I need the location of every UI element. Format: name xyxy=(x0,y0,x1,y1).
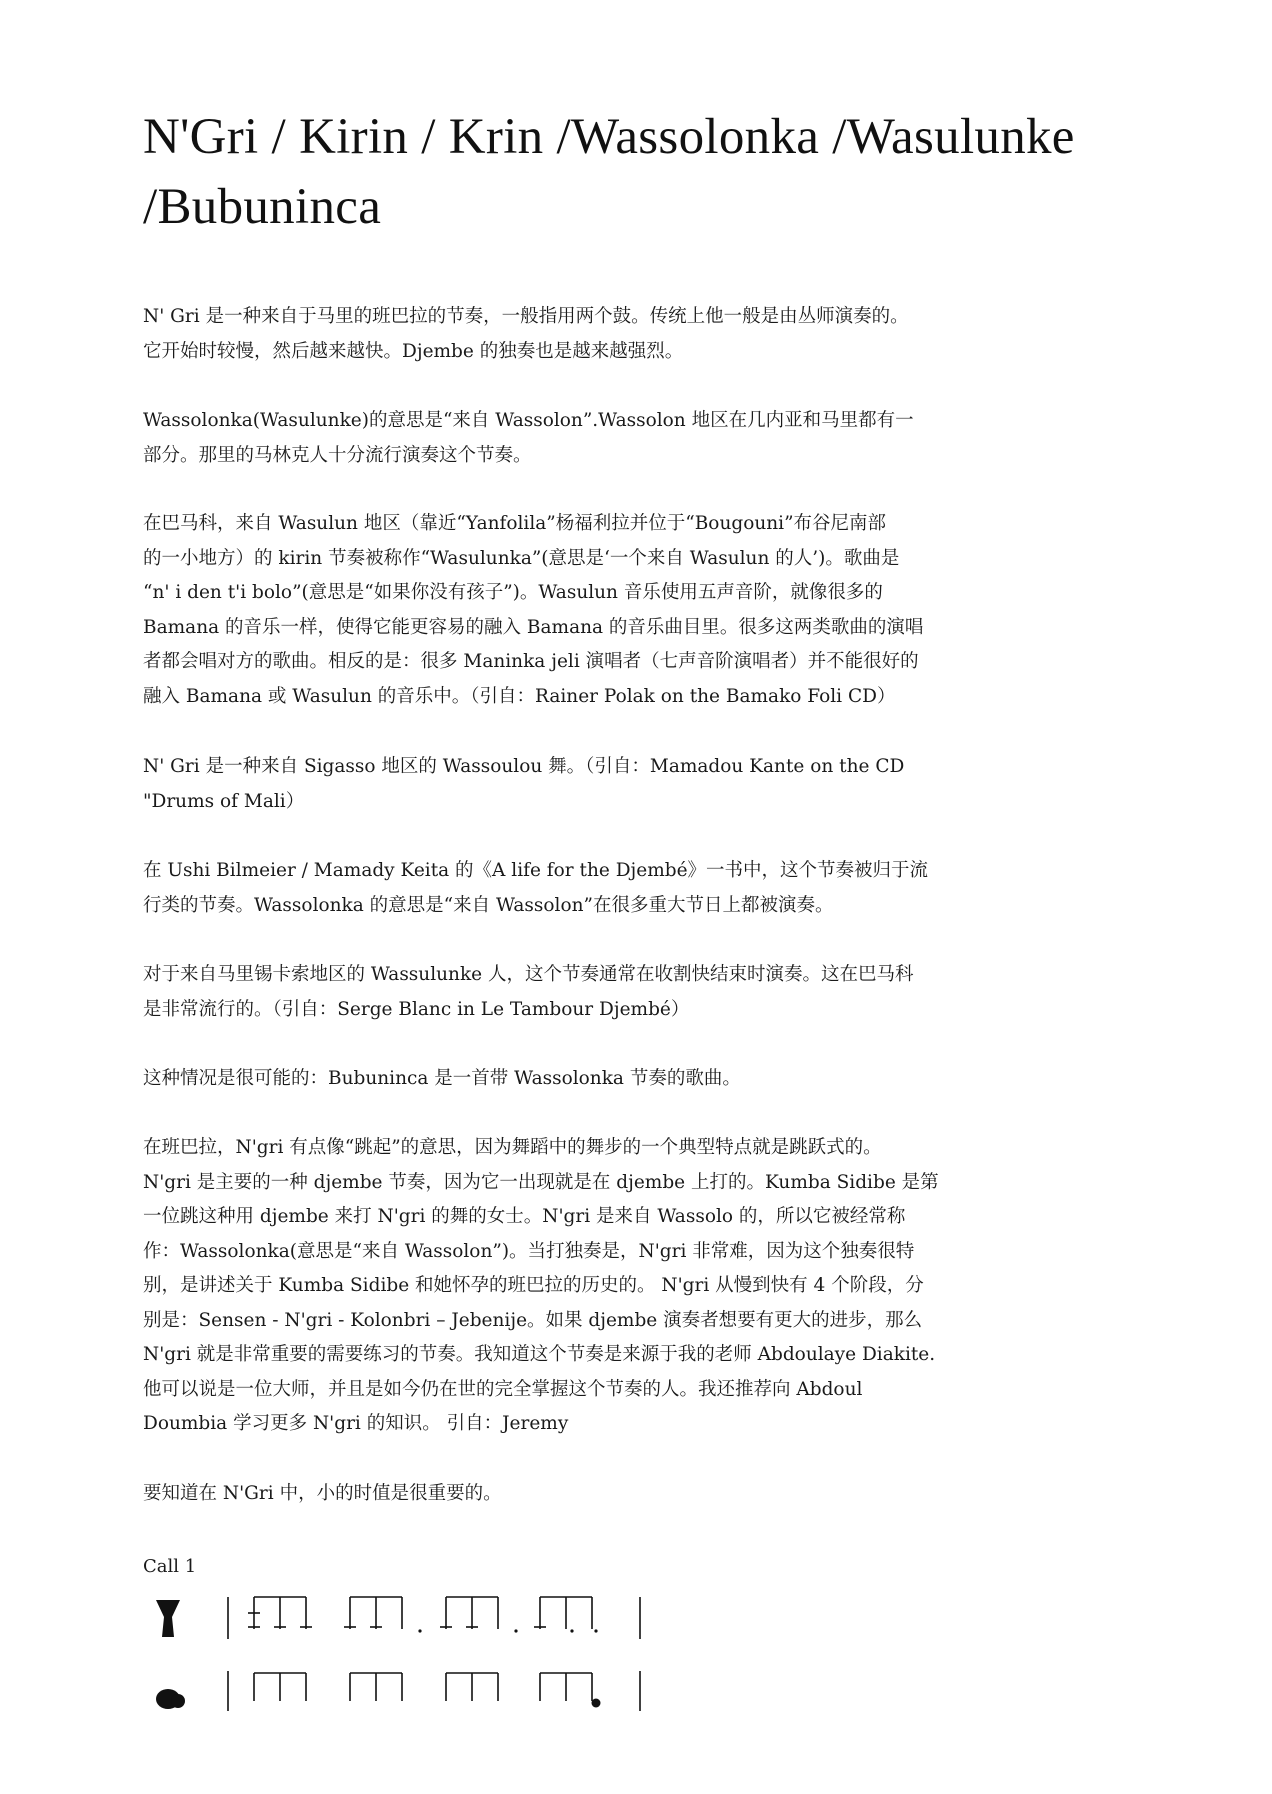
paragraph-3 xyxy=(143,507,1143,714)
text-line: N' Gri 是一种来自 Sigasso 地区的 Wassoulou 舞。（引自：Mamadou Kante on the CD xyxy=(143,756,905,777)
beat-group xyxy=(350,1673,402,1701)
text-line: Wassolonka(Wasulunke)的意思是“来自 Wassolon”.Wassolon 地区在几内亚和马里都有一 xyxy=(143,410,914,431)
paragraph-7 xyxy=(143,1062,1143,1097)
text-line: 的一小地方）的 kirin 节奏被称作“Wasulunka”(意思是‘一个来自 Wasulun 的人’)。歌曲是 xyxy=(143,547,900,569)
paragraph-5 xyxy=(143,854,1143,923)
text-line: 他可以说是一位大师，并且是如今仍在世的完全掌握这个节奏的人。我还推荐向 Abdoul xyxy=(143,1378,863,1400)
text-line: 在班巴拉，N'gri 有点像“跳起”的意思，因为舞蹈中的舞步的一个典型特点就是跳跃式的。 xyxy=(143,1137,882,1158)
beat-group xyxy=(446,1673,498,1701)
paragraph-2 xyxy=(143,404,1143,473)
paragraph-6 xyxy=(143,958,1143,1027)
text-line: 是非常流行的。（引自：Serge Blanc in Le Tambour Djembé） xyxy=(143,998,690,1020)
djembe-row xyxy=(228,1597,640,1639)
paragraph-4 xyxy=(143,750,1143,819)
beat-group xyxy=(248,1597,312,1629)
beat-group xyxy=(254,1673,306,1701)
beat-group xyxy=(534,1597,592,1629)
text-line: Doumbia 学习更多 N'gri 的知识。 引自：Jeremy xyxy=(143,1413,569,1434)
paragraph-9 xyxy=(143,1477,1143,1512)
text-line: 作：Wassolonka(意思是“来自 Wassolon”)。当打独奏是，N'gri 非常难，因为这个独奏很特 xyxy=(143,1240,915,1262)
beat-group xyxy=(440,1597,498,1629)
note-dot xyxy=(592,1699,601,1708)
text-line: 部分。那里的马林克人十分流行演奏这个节奏。 xyxy=(143,444,532,466)
text-line: 在 Ushi Bilmeier / Mamady Keita 的《A life for the Djembé》一书中，这个节奏被归于流 xyxy=(143,860,929,881)
text-line: 它开始时较慢，然后越来越快。Djembe 的独奏也是越来越强烈。 xyxy=(143,340,684,362)
text-line: 要知道在 N'Gri 中，小的时值是很重要的。 xyxy=(143,1483,502,1504)
dundun-row xyxy=(228,1671,640,1711)
text-line: 别，是讲述关于 Kumba Sidibe 和她怀孕的班巴拉的历史的。 N'gri 从慢到快有 4 个阶段，分 xyxy=(143,1275,924,1296)
rhythm-notation-svg xyxy=(150,1585,670,1725)
text-line: 者都会唱对方的歌曲。相反的是：很多 Maninka jeli 演唱者（七声音阶演唱者）并不能很好的 xyxy=(143,651,919,672)
rest-dots xyxy=(418,1629,597,1632)
call-label: Call 1 xyxy=(143,1556,197,1577)
text-line: 融入 Bamana 或 Wasulun 的音乐中。（引自：Rainer Polak on the Bamako Foli CD） xyxy=(143,685,896,707)
text-line: N'gri 是主要的一种 djembe 节奏，因为它一出现就是在 djembe 上打的。Kumba Sidibe 是第 xyxy=(143,1171,939,1193)
text-line: “n' i den t'i bolo”(意思是“如果你没有孩子”)。Wasulun 音乐使用五声音阶，就像很多的 xyxy=(143,582,883,603)
text-line: Bamana 的音乐一样，使得它能更容易的融入 Bamana 的音乐曲目里。很多这两类歌曲的演唱 xyxy=(143,616,924,638)
dundun-icon xyxy=(156,1689,185,1709)
text-line: 行类的节奏。Wassolonka 的意思是“来自 Wassolon”在很多重大节日上都被演奏。 xyxy=(143,894,834,916)
text-line: 在巴马科，来自 Wasulun 地区（靠近“Yanfolila”杨福利拉并位于“Bougouni”布谷尼南部 xyxy=(143,513,887,534)
paragraph-8 xyxy=(143,1131,1143,1442)
text-line: N'gri 就是非常重要的需要练习的节奏。我知道这个节奏是来源于我的老师 Abdoulaye Diakite. xyxy=(143,1344,936,1365)
text-line: 对于来自马里锡卡索地区的 Wassulunke 人，这个节奏通常在收割快结束时演奏。这在巴马科 xyxy=(143,964,914,985)
rhythm-notation xyxy=(150,1585,670,1725)
paragraph-1 xyxy=(143,300,1143,369)
page-title: N'Gri / Kirin / Krin /Wassolonka /Wasulunke /Bubuninca xyxy=(143,109,1075,235)
text-line: 别是：Sensen - N'gri - Kolonbri – Jebenije。如果 djembe 演奏者想要有更大的进步，那么 xyxy=(143,1309,923,1331)
beat-group xyxy=(540,1673,592,1701)
text-line: 这种情况是很可能的：Bubuninca 是一首带 Wassolonka 节奏的歌曲。 xyxy=(143,1068,741,1089)
beat-group xyxy=(344,1597,402,1629)
text-line: "Drums of Mali） xyxy=(143,790,305,812)
text-line: N' Gri 是一种来自于马里的班巴拉的节奏，一般指用两个鼓。传统上他一般是由丛师演奏的。 xyxy=(143,306,909,327)
text-line: 一位跳这种用 djembe 来打 N'gri 的舞的女士。N'gri 是来自 Wassolo 的，所以它被经常称 xyxy=(143,1206,906,1227)
djembe-icon xyxy=(156,1600,180,1637)
